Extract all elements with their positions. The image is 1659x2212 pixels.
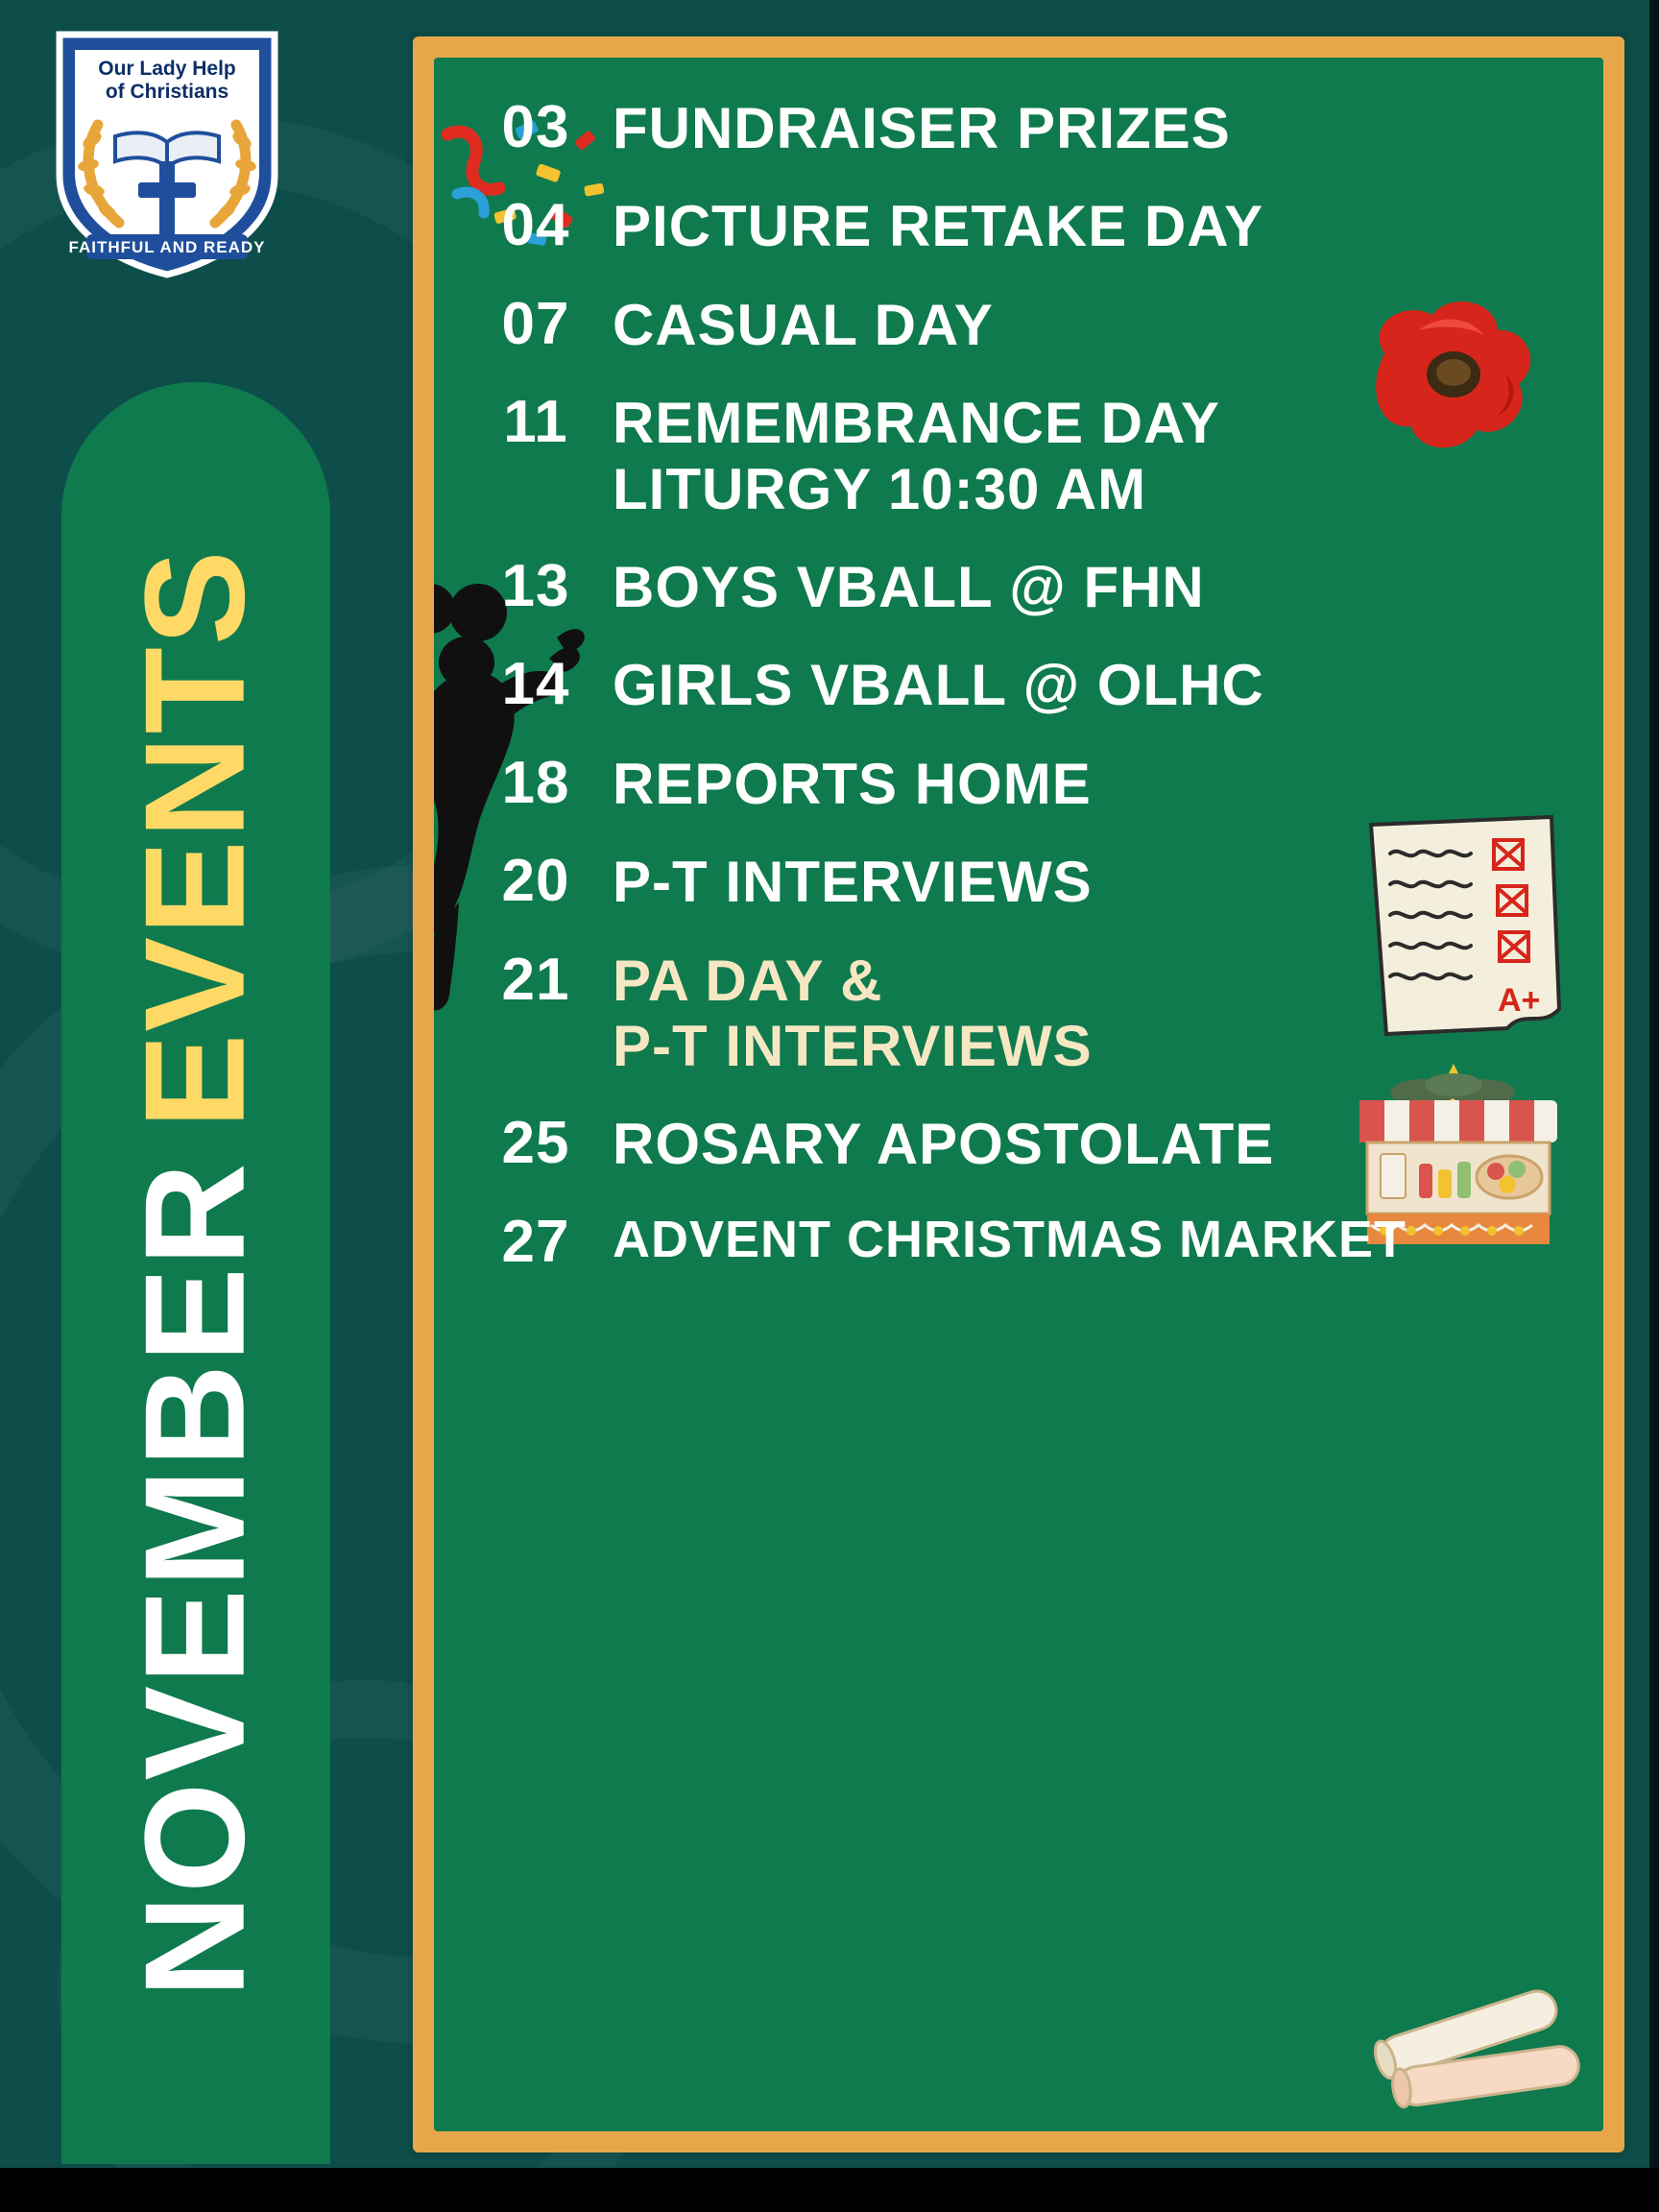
- event-row: [472, 749, 1578, 817]
- title-events: EVENTS: [116, 548, 276, 1129]
- event-date: 14: [501, 651, 570, 718]
- event-date: 27: [501, 1208, 570, 1275]
- event-title: [599, 949, 1578, 1080]
- event-title-line1: FUNDRAISER PRIZES: [613, 96, 1231, 160]
- paper-scrolls-decoration: [1365, 1987, 1586, 2122]
- event-row: [472, 290, 1578, 358]
- event-date: 21: [501, 946, 570, 1013]
- event-row: [472, 946, 1578, 1080]
- event-title: [599, 96, 1578, 161]
- chalkboard: [434, 58, 1603, 2131]
- event-date: 13: [501, 552, 570, 619]
- crest-line1: Our Lady Help: [98, 58, 236, 80]
- event-row: [472, 653, 1578, 718]
- event-title-line1: REPORTS HOME: [613, 751, 1092, 816]
- event-date: 18: [501, 749, 570, 816]
- event-date: 04: [501, 192, 570, 259]
- event-title: [599, 653, 1578, 718]
- event-row: [472, 194, 1578, 259]
- event-title-line2: P-T INTERVIEWS: [613, 1013, 1093, 1078]
- event-title: [599, 194, 1578, 259]
- event-title-line1: PA DAY &: [613, 948, 883, 1013]
- poster-title: [61, 382, 330, 2164]
- event-title: [599, 391, 1578, 522]
- event-title-line1: P-T INTERVIEWS: [613, 850, 1093, 915]
- event-title: [599, 555, 1578, 620]
- event-title: [599, 752, 1578, 817]
- event-title-line2: LITURGY 10:30 AM: [613, 456, 1147, 521]
- event-title-line1: PICTURE RETAKE DAY: [613, 194, 1264, 259]
- event-title: [599, 850, 1578, 915]
- event-title: [599, 1211, 1578, 1270]
- school-crest-logo: [48, 21, 286, 280]
- event-row: [472, 96, 1578, 161]
- events-list: [472, 96, 1578, 1306]
- event-row: [472, 391, 1578, 522]
- event-date: 25: [501, 1110, 570, 1177]
- event-row: [472, 850, 1578, 915]
- bottom-edge-strip: [0, 2168, 1659, 2212]
- event-row: [472, 552, 1578, 620]
- crest-line2: of Christians: [105, 81, 229, 103]
- event-title-line1: GIRLS VBALL @ OLHC: [613, 653, 1264, 718]
- event-date: 03: [501, 94, 570, 160]
- event-title-line1: ADVENT CHRISTMAS MARKET: [613, 1210, 1407, 1268]
- event-date: 20: [501, 848, 570, 915]
- right-edge-strip: [1649, 0, 1659, 2212]
- title-month: NOVEMBER: [116, 1161, 276, 1998]
- chalkboard-frame: [413, 36, 1624, 2152]
- event-date: 11: [503, 389, 568, 456]
- event-title: [599, 293, 1578, 358]
- event-title-line1: ROSARY APOSTOLATE: [613, 1112, 1275, 1177]
- svg-text:A+: A+: [1498, 982, 1541, 1019]
- event-row: [472, 1112, 1578, 1177]
- event-title: [599, 1112, 1578, 1177]
- event-title-line1: REMEMBRANCE DAY: [613, 391, 1220, 456]
- event-title-line1: BOYS VBALL @ FHN: [613, 554, 1205, 619]
- event-row: [472, 1208, 1578, 1275]
- event-title-line1: CASUAL DAY: [613, 292, 994, 357]
- event-date: 07: [501, 290, 570, 357]
- crest-motto: FAITHFUL AND READY: [68, 238, 266, 256]
